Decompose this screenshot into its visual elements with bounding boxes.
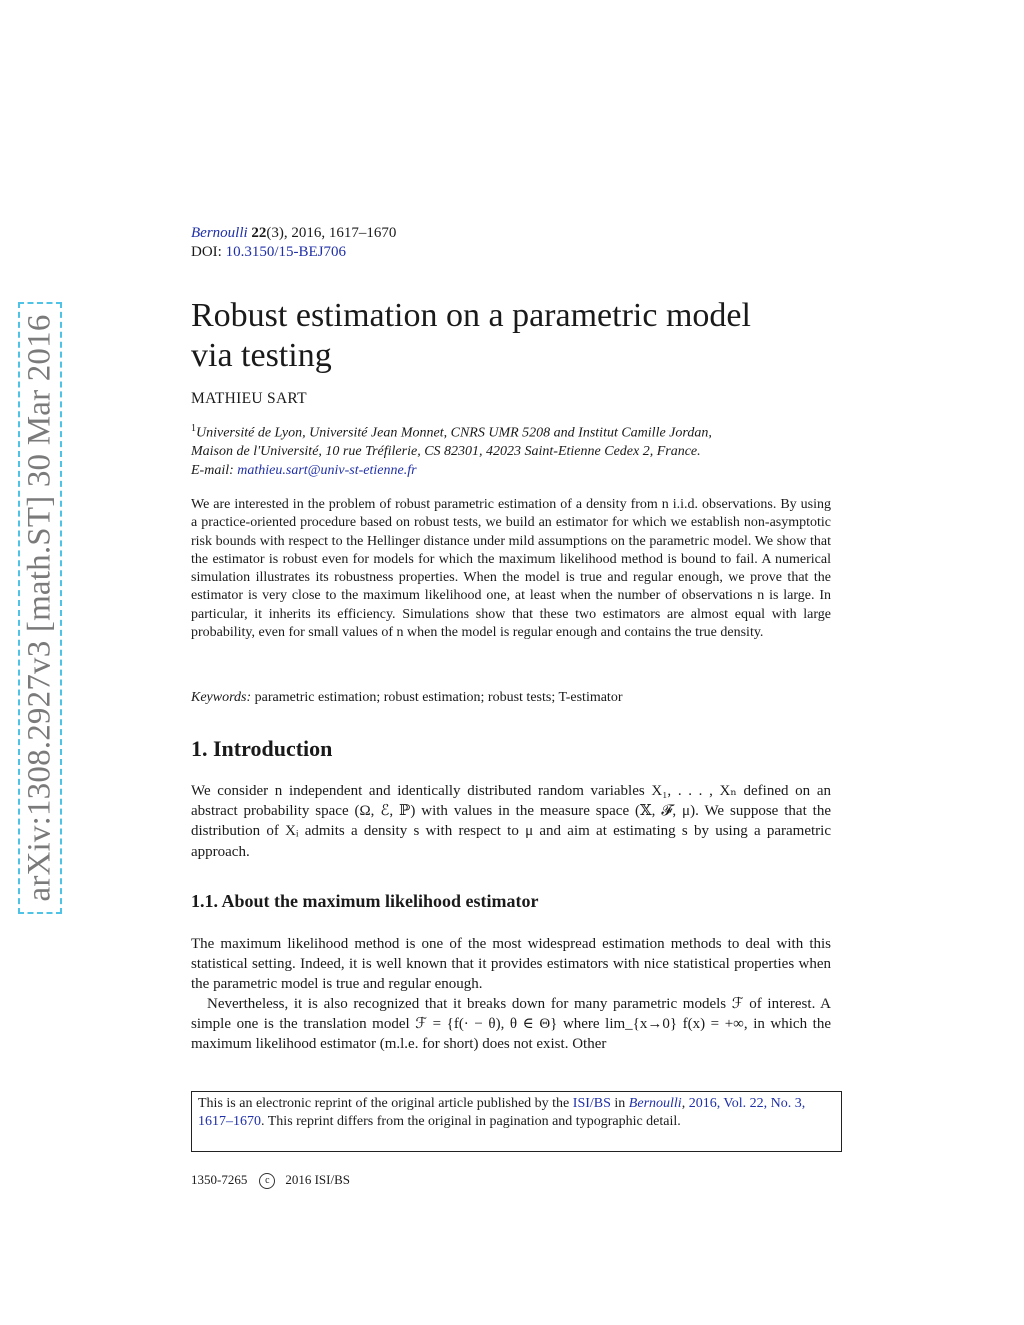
mle-paragraph-2: Nevertheless, it is also recognized that it breaks down for many parametric models ℱ of interest. A simple one is the translation model ℱ = {f(· − θ), θ ∈ Θ} where lim_{x→0} f(x) = +∞, in which the maximum likelihood estimator (m.l.e. for short) does not exist. Other [191,996,831,1052]
affiliation [191,420,831,480]
journal-name[interactable]: Bernoulli [191,225,248,241]
bernoulli-link-label: Bernoulli [628,1096,682,1111]
introduction-paragraph: We consider n independent and identically distributed random variables X₁, . . . , Xₙ defined on an abstract probability space (Ω, ℰ, ℙ) with values in the measure space (𝕏, 𝓕, μ). We suppose that the distribution of Xᵢ admits a density s with respect to μ and aim at estimating s by using a parametric approach. [191,783,831,860]
author-name: MATHIEU SART [191,390,307,407]
title-line-1: Robust estimation on a parametric model [191,297,751,334]
issn: 1350-7265 [191,1172,248,1187]
arxiv-stamp [18,302,62,914]
affiliation-marker: 1 [191,423,196,434]
email-label: E-mail: [191,462,234,478]
mle-paragraph-1: The maximum likelihood method is one of the most widespread estimation methods to deal with this statistical setting. Indeed, it is well known that it provides estimators with nice statistical properties when the parametric model is true and regular enough. [191,936,831,992]
doi-label: DOI: [191,244,222,260]
journal-issue-pages: (3), 2016, 1617–1670 [266,225,397,241]
copyright-icon: c [259,1173,275,1189]
keywords-list: parametric estimation; robust estimation; robust tests; T-estimator [254,690,623,705]
mle-section-body [191,934,831,1054]
bernoulli-link[interactable] [629,1096,682,1111]
abstract: We are interested in the problem of robust parametric estimation of a density from n i.i.d. observations. By using a practice-oriented procedure based on robust tests, we build an estimator for which we establish non-asymptotic risk bounds with respect to the Hellinger distance under mild assumptions on the parametric model. We show that the estimator is robust even for models for which the maximum likelihood method is bound to fail. A numerical simulation illustrates its robustness properties. When the model is true and regular enough, we prove that the estimator is very close to the maximum likelihood one, at least when the number of observations n is large. In particular, it inherits its efficiency. Simulations show that these two estimators are almost equal with large probability, even for small values of n when the model is regular enough and contains the true density. [191,497,831,641]
section-heading-introduction: 1. Introduction [191,736,333,761]
reprint-text-1: This is an electronic reprint of the original article published by the [198,1096,570,1111]
email-link[interactable]: mathieu.sart@univ-st-etienne.fr [237,462,417,478]
keywords-label: Keywords: [191,690,252,705]
arxiv-stamp-text: arXiv:1308.2927v3 [math.ST] 30 Mar 2016 [21,314,58,902]
affiliation-line-1: Université de Lyon, Université Jean Monnet, CNRS UMR 5208 and Institut Camille Jordan, [196,425,712,441]
doi-link[interactable]: 10.3150/15-BEJ706 [225,244,346,260]
footer [191,1172,831,1189]
journal-volume: 22 [251,225,267,241]
subsection-heading-mle: 1.1. About the maximum likelihood estimator [191,891,539,911]
affiliation-line-2: Maison de l'Université, 10 rue Tréfilerie, CS 82301, 42023 Saint-Etienne Cedex 2, France. [191,444,701,460]
paper-title [191,296,831,376]
title-line-2: via testing [191,337,332,374]
reprint-notice-box: This is an electronic reprint of the original article published by the ISI/BS in Bernoulli, 2016, Vol. 22, No. 3, 1617–1670. This reprint differs from the original in pagination and typographic detail. [191,1091,842,1152]
keywords [191,690,831,706]
copyright-text: 2016 ISI/BS [285,1172,350,1187]
isibs-link[interactable]: ISI/BS [572,1096,611,1111]
reprint-text-2: in [614,1096,626,1111]
citation-link[interactable]: 2016, Vol. 22, No. 3, 1617–1670 [198,1096,806,1129]
reprint-text-3: . This reprint differs from the original in pagination and typographic detail. [261,1114,681,1129]
journal-header [191,224,831,262]
